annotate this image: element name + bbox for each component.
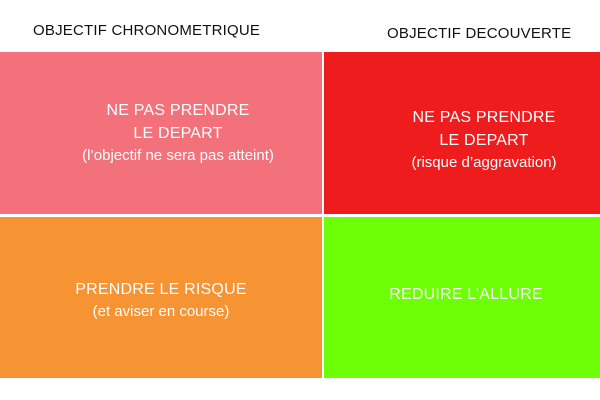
cell-line-1: NE PAS PRENDRE <box>412 108 556 126</box>
cell-decouverte-top <box>324 52 600 214</box>
cell-line-2: LE DEPART <box>439 132 529 150</box>
cell-line-1: REDUIRE L’ALLURE <box>389 285 543 303</box>
cell-decouverte-bottom <box>324 217 600 378</box>
cell-chronometrique-top <box>0 52 322 214</box>
cell-note: (risque d’aggravation) <box>411 154 557 172</box>
header-objectif-chronometrique: OBJECTIF CHRONOMETRIQUE <box>33 22 261 39</box>
cell-note: (et aviser en course) <box>92 303 230 321</box>
cell-note: (l’objectif ne sera pas atteint) <box>82 147 274 165</box>
cell-chronometrique-bottom <box>0 217 322 378</box>
header-objectif-decouverte: OBJECTIF DECOUVERTE <box>387 25 572 42</box>
cell-line-1: NE PAS PRENDRE <box>106 101 250 119</box>
cell-line-2: LE DEPART <box>133 125 223 143</box>
cell-line-1: PRENDRE LE RISQUE <box>75 281 247 299</box>
